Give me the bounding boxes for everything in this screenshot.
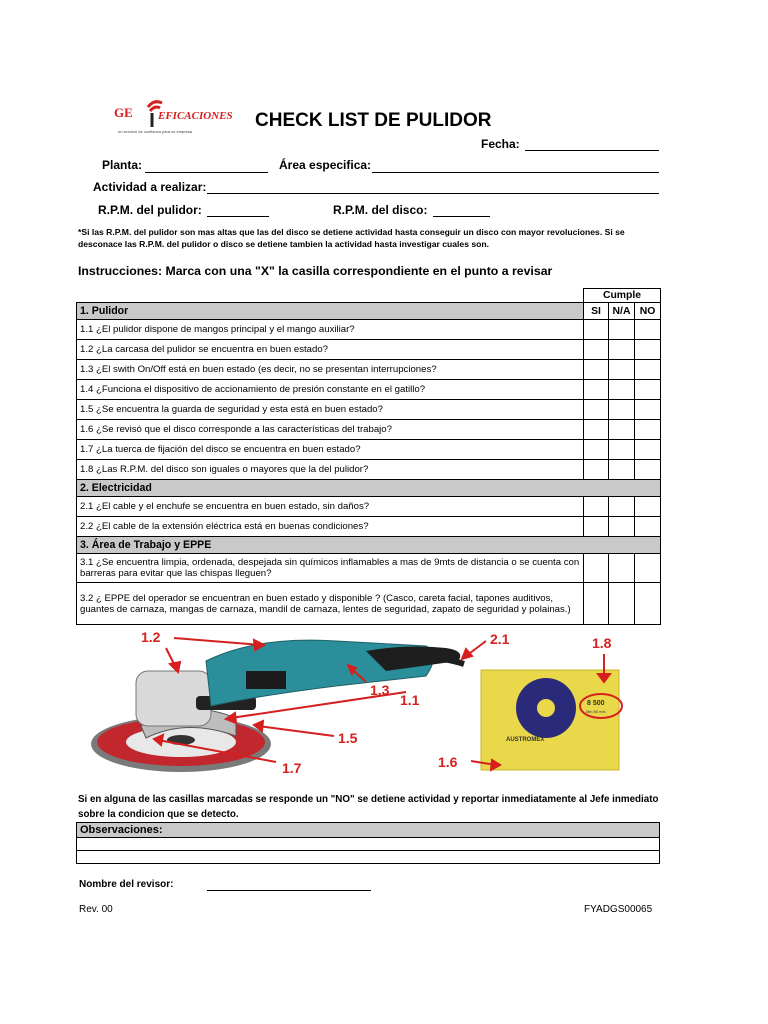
checkbox-si[interactable] bbox=[584, 517, 609, 537]
svg-text:EFICACIONES: EFICACIONES bbox=[158, 110, 232, 122]
checklist-row bbox=[77, 360, 661, 380]
checklist-row bbox=[77, 400, 661, 420]
checkbox-na[interactable] bbox=[609, 380, 635, 400]
checklist-row bbox=[77, 497, 661, 517]
question-text: 2.2 ¿El cable de la extensión eléctrica está en buenas condiciones? bbox=[77, 517, 584, 537]
checkbox-no[interactable] bbox=[635, 380, 661, 400]
label-1-8: 1.8 bbox=[592, 635, 612, 651]
checkbox-no[interactable] bbox=[635, 554, 661, 583]
planta-field[interactable] bbox=[145, 172, 268, 173]
actividad-label: Actividad a realizar: bbox=[93, 180, 207, 194]
checkbox-no[interactable] bbox=[635, 517, 661, 537]
fecha-field[interactable] bbox=[525, 150, 659, 151]
revision-text: Rev. 00 bbox=[79, 904, 113, 915]
checkbox-no[interactable] bbox=[635, 420, 661, 440]
checkbox-si[interactable] bbox=[584, 554, 609, 583]
checklist-row bbox=[77, 554, 661, 583]
rpm-note: *Si las R.P.M. del pulidor son mas altas que las del disco se detiene actividad hasta conseguir un disco con mayor revoluciones. Si se desconace las R.P.M. del pulidor o disco se detiene tambien la actividad hasta investigar cuales son. bbox=[78, 227, 625, 249]
checklist-row bbox=[77, 320, 661, 340]
question-text: 1.2 ¿La carcasa del pulidor se encuentra en buen estado? bbox=[77, 340, 584, 360]
label-1-1: 1.1 bbox=[400, 692, 420, 708]
checkbox-no[interactable] bbox=[635, 583, 661, 625]
actividad-field[interactable] bbox=[207, 193, 659, 194]
label-1-5: 1.5 bbox=[338, 730, 358, 746]
checklist-row bbox=[77, 460, 661, 480]
checklist-row bbox=[77, 380, 661, 400]
checklist-row bbox=[77, 420, 661, 440]
question-text: 1.6 ¿Se revisó que el disco corresponde a las características del trabajo? bbox=[77, 420, 584, 440]
question-text: 1.4 ¿Funciona el dispositivo de accionamiento de presión constante en el gatillo? bbox=[77, 380, 584, 400]
checkbox-no[interactable] bbox=[635, 340, 661, 360]
checkbox-si[interactable] bbox=[584, 440, 609, 460]
logo-text: GE bbox=[114, 105, 133, 120]
label-2-1: 2.1 bbox=[490, 631, 510, 647]
logo-tagline: un servicio de confianza para su empresa bbox=[118, 129, 193, 134]
question-text: 2.1 ¿El cable y el enchufe se encuentra en buen estado, sin daños? bbox=[77, 497, 584, 517]
section-title: 1. Pulidor bbox=[77, 303, 584, 320]
rpm-pulidor-field[interactable] bbox=[207, 216, 269, 217]
checkbox-no[interactable] bbox=[635, 497, 661, 517]
checkbox-si[interactable] bbox=[584, 460, 609, 480]
section-row bbox=[77, 480, 661, 497]
observaciones-label: Observaciones: bbox=[77, 823, 660, 838]
cumple-header: Cumple bbox=[584, 289, 661, 303]
checklist-row bbox=[77, 340, 661, 360]
label-1-2: 1.2 bbox=[141, 629, 161, 645]
checkbox-na[interactable] bbox=[609, 583, 635, 625]
rpm-pulidor-label: R.P.M. del pulidor: bbox=[98, 203, 202, 217]
checkbox-na[interactable] bbox=[609, 320, 635, 340]
checklist-row bbox=[77, 583, 661, 625]
checkbox-si[interactable] bbox=[584, 497, 609, 517]
checkbox-na[interactable] bbox=[609, 400, 635, 420]
checkbox-si[interactable] bbox=[584, 320, 609, 340]
checkbox-na[interactable] bbox=[609, 440, 635, 460]
question-text: 1.1 ¿El pulidor dispone de mangos principal y el mango auxiliar? bbox=[77, 320, 584, 340]
checklist-row bbox=[77, 440, 661, 460]
instructions: Instrucciones: Marca con una "X" la casilla correspondiente en el punto a revisar bbox=[78, 264, 553, 278]
checkbox-na[interactable] bbox=[609, 497, 635, 517]
company-logo bbox=[112, 93, 232, 143]
rpm-disco-field[interactable] bbox=[433, 216, 490, 217]
area-field[interactable] bbox=[372, 172, 659, 173]
grinder-diagram bbox=[86, 626, 661, 781]
question-text: 1.7 ¿La tuerca de fijación del disco se encuentra en buen estado? bbox=[77, 440, 584, 460]
checkbox-na[interactable] bbox=[609, 420, 635, 440]
checkbox-na[interactable] bbox=[609, 340, 635, 360]
label-1-6: 1.6 bbox=[438, 754, 458, 770]
checkbox-si[interactable] bbox=[584, 340, 609, 360]
checkbox-si[interactable] bbox=[584, 583, 609, 625]
checkbox-si[interactable] bbox=[584, 380, 609, 400]
checkbox-si[interactable] bbox=[584, 400, 609, 420]
label-1-3: 1.3 bbox=[370, 682, 390, 698]
page-title: CHECK LIST DE PULIDOR bbox=[255, 110, 492, 131]
observaciones-line-2[interactable] bbox=[77, 851, 660, 864]
question-text: 3.1 ¿Se encuentra limpia, ordenada, despejada sin químicos inflamables a mas de 9mts de distancia o se cuenta con barreras para evitar que las chispas lleguen? bbox=[77, 554, 584, 583]
section-row bbox=[77, 303, 661, 320]
checkbox-no[interactable] bbox=[635, 460, 661, 480]
section-title: 3. Área de Trabajo y EPPE bbox=[77, 537, 661, 554]
document-code: FYADGS00065 bbox=[584, 904, 653, 915]
label-1-7: 1.7 bbox=[282, 760, 302, 776]
column-header-na: N/A bbox=[609, 303, 635, 320]
checkbox-na[interactable] bbox=[609, 517, 635, 537]
disc-brand-text: AUSTROMEX bbox=[506, 737, 545, 743]
section-row bbox=[77, 537, 661, 554]
checkbox-na[interactable] bbox=[609, 460, 635, 480]
section-title: 2. Electricidad bbox=[77, 480, 661, 497]
question-text: 1.5 ¿Se encuentra la guarda de seguridad y esta está en buen estado? bbox=[77, 400, 584, 420]
checkbox-na[interactable] bbox=[609, 554, 635, 583]
rpm-disco-label: R.P.M. del disco: bbox=[333, 203, 428, 217]
observaciones-line-1[interactable] bbox=[77, 838, 660, 851]
question-text: 1.3 ¿El swith On/Off está en buen estado (es decir, no se presentan interrupciones? bbox=[77, 360, 584, 380]
checkbox-no[interactable] bbox=[635, 360, 661, 380]
area-label: Área especifica: bbox=[279, 158, 372, 172]
disc-rpm-text: 8 500 bbox=[587, 700, 605, 707]
question-text: 1.8 ¿Las R.P.M. del disco son iguales o mayores que la del pulidor? bbox=[77, 460, 584, 480]
column-header-si: SI bbox=[584, 303, 609, 320]
column-header-no: NO bbox=[635, 303, 661, 320]
warning-text: Si en alguna de las casillas marcadas se responde un "NO" se detiene actividad y reportar inmediatamente al Jefe inmediato sobre la condicion que se detecto. bbox=[78, 794, 659, 820]
checklist-table bbox=[76, 288, 661, 625]
revisor-label: Nombre del revisor: bbox=[79, 879, 174, 890]
question-text: 3.2 ¿ EPPE del operador se encuentran en buen estado y disponible ? (Casco, careta facial, tapones auditivos, guantes de carnaza, mangas de carnaza, mandil de carnaza, lentes de seguridad, zapato de seguridad y polainas.) bbox=[77, 583, 584, 625]
checkbox-si[interactable] bbox=[584, 420, 609, 440]
disc-sub-text: Min 80 m/s bbox=[586, 709, 606, 714]
checkbox-no[interactable] bbox=[635, 320, 661, 340]
planta-label: Planta: bbox=[102, 158, 143, 172]
observaciones-table bbox=[76, 822, 660, 864]
checkbox-no[interactable] bbox=[635, 400, 661, 420]
checklist-row bbox=[77, 517, 661, 537]
cumple-header-row bbox=[77, 289, 661, 303]
fecha-label: Fecha: bbox=[481, 137, 520, 151]
checkbox-no[interactable] bbox=[635, 440, 661, 460]
checkbox-si[interactable] bbox=[584, 360, 609, 380]
checkbox-na[interactable] bbox=[609, 360, 635, 380]
revisor-field[interactable] bbox=[207, 890, 371, 891]
